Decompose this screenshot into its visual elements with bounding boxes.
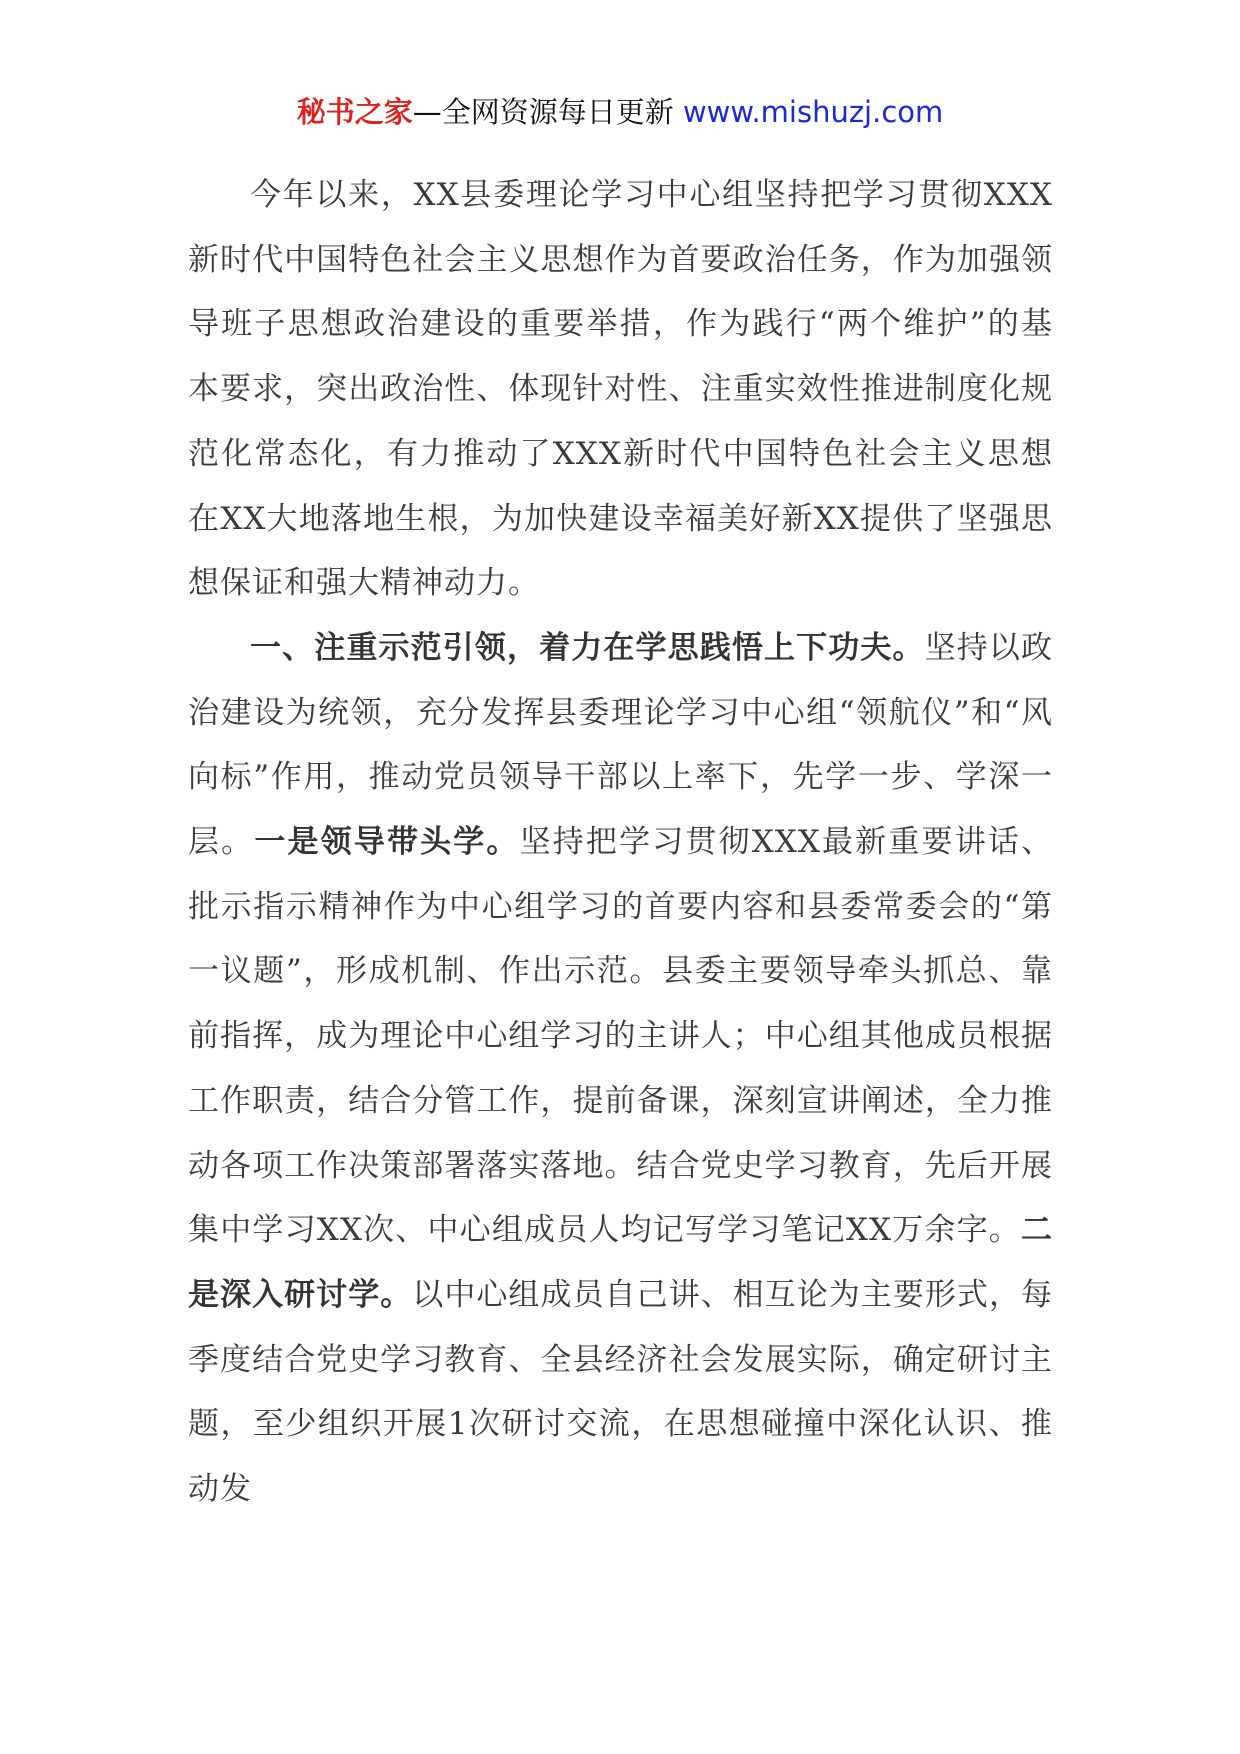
brand-name: 秘书之家 [296, 95, 413, 129]
document-body [188, 163, 1053, 1522]
website-link[interactable]: www.mishuzj.com [682, 95, 944, 129]
intro-paragraph: 今年以来，XX县委理论学习中心组坚持把学习贯彻XXX新时代中国特色社会主义思想作为首要政治任务，作为加强领导班子思想政治建设的重要举措，作为践行“两个维护”的基本要求，突出政治性、体现针对性、注重实效性推进制度化规范化常态化，有力推动了XXX新时代中国特色社会主义思想在XX大地落地生根，为加快建设幸福美好新XX提供了坚强思想保证和强大精神动力。 [188, 177, 1053, 602]
page-header [0, 92, 1240, 132]
section-one-heading: 一、注重示范引领，着力在学思践悟上下功夫。 [250, 629, 925, 666]
section-one-intro: 坚持以政治建设为统领，充分发挥县委理论学习中心组“领航仪”和“风向标”作用，推动党员领导干部以上率下，先学一步、学深一层。 [188, 629, 1053, 861]
point-two-title: 二是深入研讨学。 [188, 1212, 1053, 1313]
point-two-text: 以中心组成员自己讲、相互论为主要形式，每季度结合党史学习教育、全县经济社会发展实际，确定研讨主题，至少组织开展1次研讨交流，在思想碰撞中深化认识、推动发 [188, 1276, 1054, 1508]
point-one-text: 坚持把学习贯彻XXX最新重要讲话、批示指示精神作为中心组学习的首要内容和县委常委会的“第一议题”，形成机制、作出示范。县委主要领导牵头抓总、靠前指挥，成为理论中心组学习的主讲人；中心组其他成员根据工作职责，结合分管工作，提前备课，深刻宣讲阐述，全力推动各项工作决策部署落实落地。结合党史学习教育，先后开展集中学习XX次、中心组成员人均记写学习笔记XX万余字。 [188, 824, 1054, 1249]
header-tagline: —全网资源每日更新 [412, 95, 674, 129]
section-one-paragraph [188, 616, 1053, 1522]
point-one-title: 一是领导带头学。 [254, 824, 520, 861]
